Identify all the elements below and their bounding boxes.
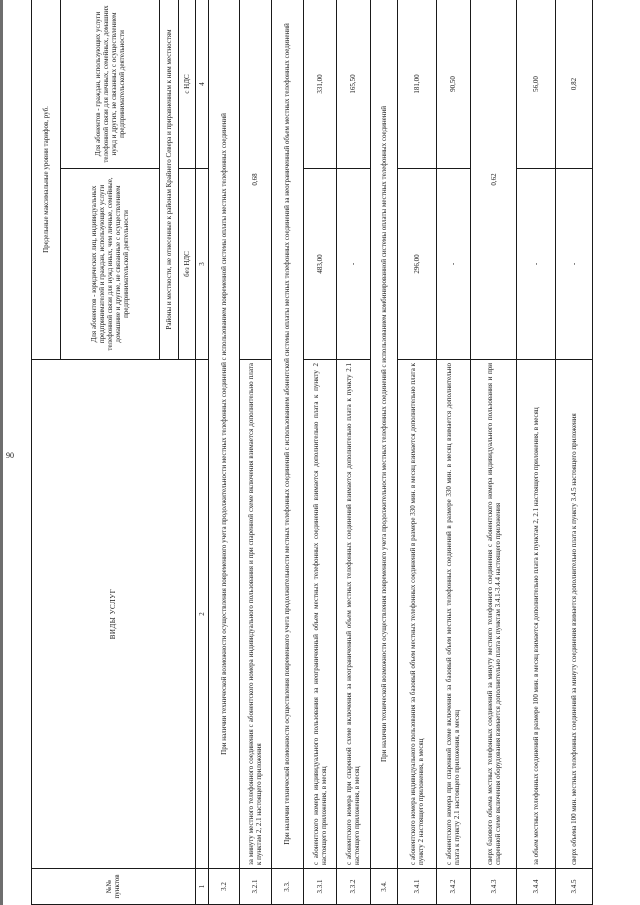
- table-row: [397, 0, 436, 905]
- table-row: [337, 0, 371, 905]
- row-number: 3.4.5: [556, 869, 593, 905]
- num-column-header: №№ пунктов: [32, 869, 196, 905]
- row-description: с абонентского номера индивидуального пользования за базовый объем местных телефонных соединений в размере 330 мин. в месяц взимается дополнительно плата к пункту 2 настоящего приложения, в месяц: [397, 360, 436, 869]
- with-vat-header: с НДС: [178, 0, 195, 169]
- tariff-value-with-vat: 56,00: [517, 0, 556, 169]
- row-number: 3.3.2: [337, 869, 371, 905]
- row-description: с абонентского номера индивидуального пользования за неограниченный объем местных телефонных соединений взимается дополнительно плата к пункту 2 настоящего приложения, в месяц: [303, 360, 337, 869]
- tariff-value-with-vat: 90,50: [436, 0, 471, 169]
- without-vat-header: без НДС: [178, 169, 195, 360]
- tariff-value: 0,62: [471, 0, 517, 360]
- table-row: [239, 0, 272, 905]
- col-index-4: 4: [195, 0, 209, 169]
- section-title: При наличии технической возможности осуществления повременного учета продолжительности местных телефонных соединений с использованием повременной системы оплаты местных телефонных соединений: [209, 0, 239, 869]
- col-index-1: 1: [195, 869, 209, 905]
- table-row: [370, 0, 397, 905]
- tariff-value-without-vat: 483,00: [303, 169, 337, 360]
- section-title: При наличии технической возможности осуществления повременного учета продолжительности местных телефонных соединений с использованием абонентской системы оплаты местных телефонных соединений за неограниченный объем местных телефонных соединений: [272, 0, 303, 869]
- row-number: 3.4.4: [517, 869, 556, 905]
- legal-subscribers-header: Для абонентов - юридических лиц, индивидуальных предпринимателей и граждан, использующих услуги телефонной связи для нужд иных, чем личные, семейные, домашние и другие, не связанные с осуществлением предпринимательской деятельности: [61, 169, 160, 360]
- row-description: сверх базового объема местных телефонных соединений за минуту местного телефонного соединения с абонентского номера индивидуального пользования и при спаренной схеме включения оборудования взимается дополнительно плата к пунктам 3.4.1-3.4.4 настоящего приложения: [471, 360, 517, 869]
- table-row: [436, 0, 471, 905]
- row-description: с абонентского номера при спаренной схеме включения за неограниченный объем местных телефонных соединений взимается дополнительно плата к пункту 2.1 настоящего приложения, в месяц: [337, 360, 371, 869]
- tariff-value-with-vat: 331,00: [303, 0, 337, 169]
- price-title-header: Предельные максимальные уровни тарифов, руб.: [32, 0, 61, 360]
- row-number: 3.4.1: [397, 869, 436, 905]
- scan-edge: [0, 0, 3, 905]
- citizen-subscribers-header: Для абонентов - граждан, использующих услуги телефонной связи для личных, семейных, домашних нужд и других, не связанных с осуществлением предпринимательской деятельности: [61, 0, 160, 169]
- regions-header: Районы и местности, не отнесенные к районам Крайнего Севера и приравненным к ним местностям: [159, 0, 178, 360]
- page-number: 90: [6, 451, 14, 460]
- tariff-value-with-vat: 165,50: [337, 0, 371, 169]
- row-description: сверх объема 100 мин. местных телефонных соединений за минуту соединения взимается дополнительно плата к пункту 3.4.5 настоящего приложения: [556, 360, 593, 869]
- table-row: [556, 0, 593, 905]
- row-number: 3.3.: [272, 869, 303, 905]
- row-number: 3.2.1: [239, 869, 272, 905]
- table-row: [517, 0, 556, 905]
- tariff-value-without-vat: 296,00: [397, 169, 436, 360]
- tariff-value-without-vat: -: [337, 169, 371, 360]
- table-row: [272, 0, 303, 905]
- col-index-3: 3: [195, 169, 209, 360]
- tariff-value-with-vat: 0,82: [556, 0, 593, 169]
- table-row: [303, 0, 337, 905]
- row-description: за минуту местного телефонного соединения с абонентского номера индивидуального пользования и при спаренной схеме включения взимается дополнительно плата к пунктам 2, 2.1 настоящего приложения: [239, 360, 272, 869]
- tariff-value-without-vat: -: [517, 169, 556, 360]
- tariff-document: [31, 0, 593, 905]
- tariff-value-without-vat: -: [436, 169, 471, 360]
- row-number: 3.4.: [370, 869, 397, 905]
- tariff-value-without-vat: -: [556, 169, 593, 360]
- row-number: 3.3.1: [303, 869, 337, 905]
- row-number: 3.2: [209, 869, 239, 905]
- table-row: [209, 0, 239, 905]
- tariff-value: 0,68: [239, 0, 272, 360]
- row-description: за объем местных телефонных соединений в размере 100 мин. в месяц взимается дополнительно плата к пунктам 2, 2.1 настоящего приложения, в месяц: [517, 360, 556, 869]
- row-description: с абонентского номера при спаренной схеме включения за базовый объем местных телефонных соединений в размере 330 мин. в месяц взимается дополнительно плата к пункту 2.1 настоящего приложения, в месяц: [436, 360, 471, 869]
- row-number: 3.4.2: [436, 869, 471, 905]
- col-index-2: 2: [195, 360, 209, 869]
- table-row: [471, 0, 517, 905]
- row-number: 3.4.3: [471, 869, 517, 905]
- tariff-value-with-vat: 181,00: [397, 0, 436, 169]
- services-column-header: ВИДЫ УСЛУГ: [32, 360, 196, 869]
- section-title: При наличии технической возможности осуществления повременного учета продолжительности местных телефонных соединений с использованием комбинированной системы оплаты местных телефонных соединений: [370, 0, 397, 869]
- tariff-table: [31, 0, 593, 905]
